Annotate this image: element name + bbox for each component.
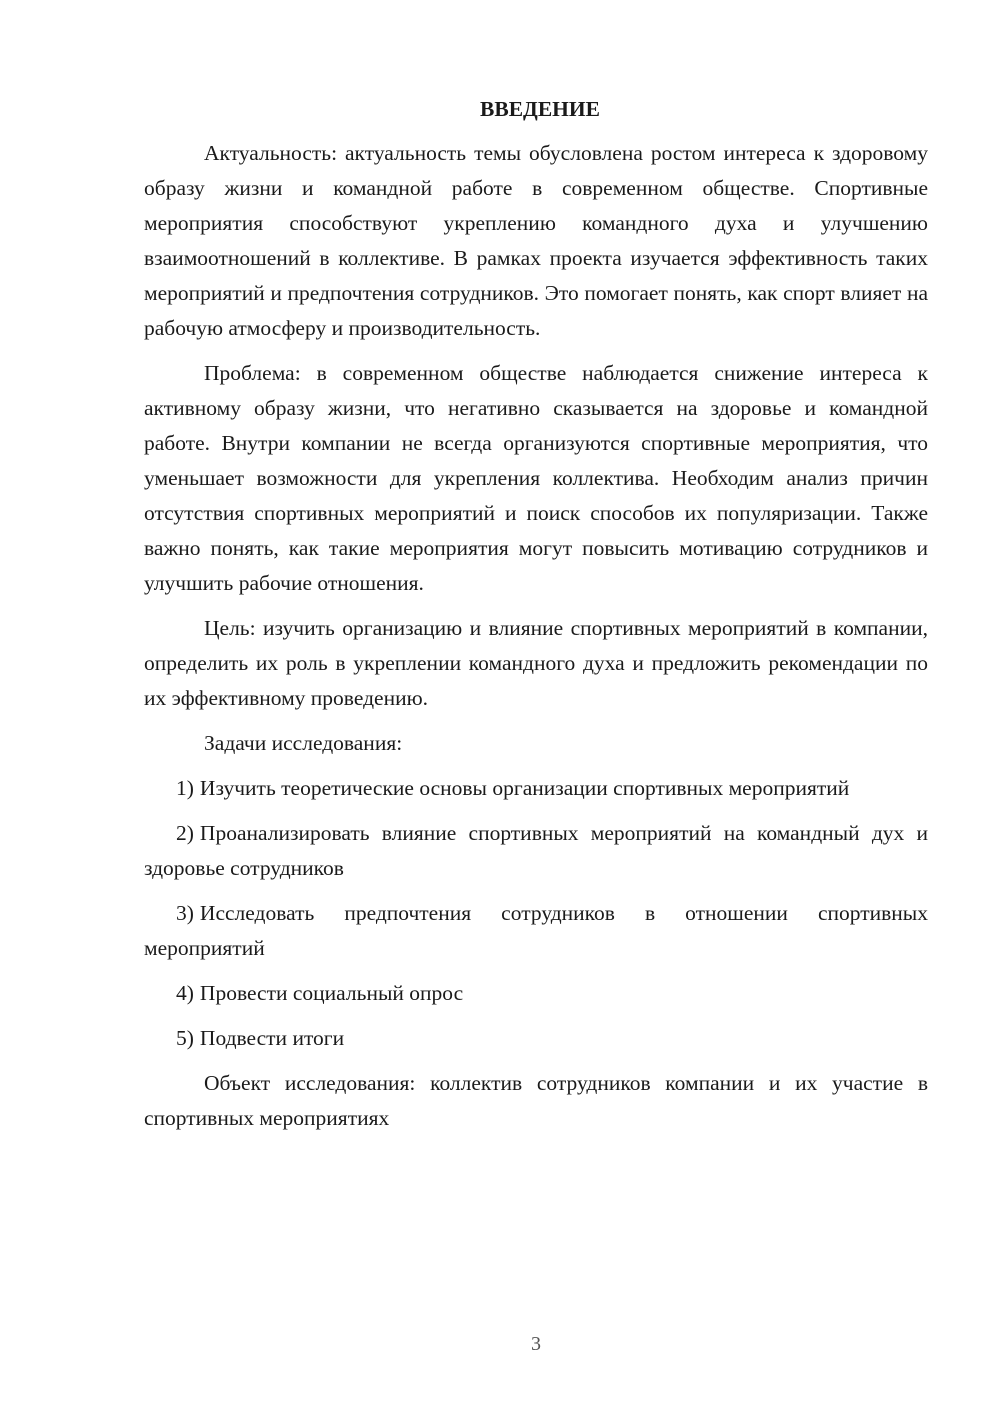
task-number: 2) [176,821,194,845]
task-text: Изучить теоретические основы организации спортивных мероприятий [199,776,850,800]
document-page [144,92,928,1146]
task-number: 1) [176,776,194,800]
task-item-5 [144,1021,928,1056]
task-text: Подвести итоги [199,1026,345,1050]
task-item-2 [144,816,928,886]
task-text: Проанализировать влияние спортивных мероприятий на командный дух и здоровье сотрудников [144,821,928,880]
task-number: 4) [176,981,194,1005]
task-number: 5) [176,1026,194,1050]
task-text: Исследовать предпочтения сотрудников в отношении спортивных мероприятий [144,901,928,960]
goal-paragraph: Цель: изучить организацию и влияние спортивных мероприятий в компании, определить их роль в укреплении командного духа и предложить рекомендации по их эффективному проведению. [144,616,928,710]
relevance-paragraph: Актуальность: актуальность темы обусловлена ростом интереса к здоровому образу жизни и командной работе в современном обществе. Спортивные мероприятия способствуют укреплению командного духа и улучшению взаимоотношений в коллективе. В рамках проекта изучается эффективность таких мероприятий и предпочтения сотрудников. Это помогает понять, как спорт влияет на рабочую атмосферу и производительность. [144,141,928,340]
task-item-1 [144,771,928,806]
task-item-3 [144,896,928,966]
page-title: ВВЕДЕНИЕ [480,97,600,121]
problem-paragraph: Проблема: в современном обществе наблюдается снижение интереса к активному образу жизни, что негативно сказывается на здоровье и командной работе. Внутри компании не всегда организуются спортивные мероприятия, что уменьшает возможности для укрепления коллектива. Необходим анализ причин отсутствия спортивных мероприятий и поиск способов их популяризации. Также важно понять, как такие мероприятия могут повысить мотивацию сотрудников и улучшить рабочие отношения. [144,361,928,595]
task-item-4 [144,976,928,1011]
task-number: 3) [176,901,194,925]
task-text: Провести социальный опрос [199,981,464,1005]
page-number: 3 [531,1333,541,1355]
tasks-heading: Задачи исследования: [204,731,403,755]
object-paragraph: Объект исследования: коллектив сотрудников компании и их участие в спортивных мероприятиях [144,1071,928,1130]
